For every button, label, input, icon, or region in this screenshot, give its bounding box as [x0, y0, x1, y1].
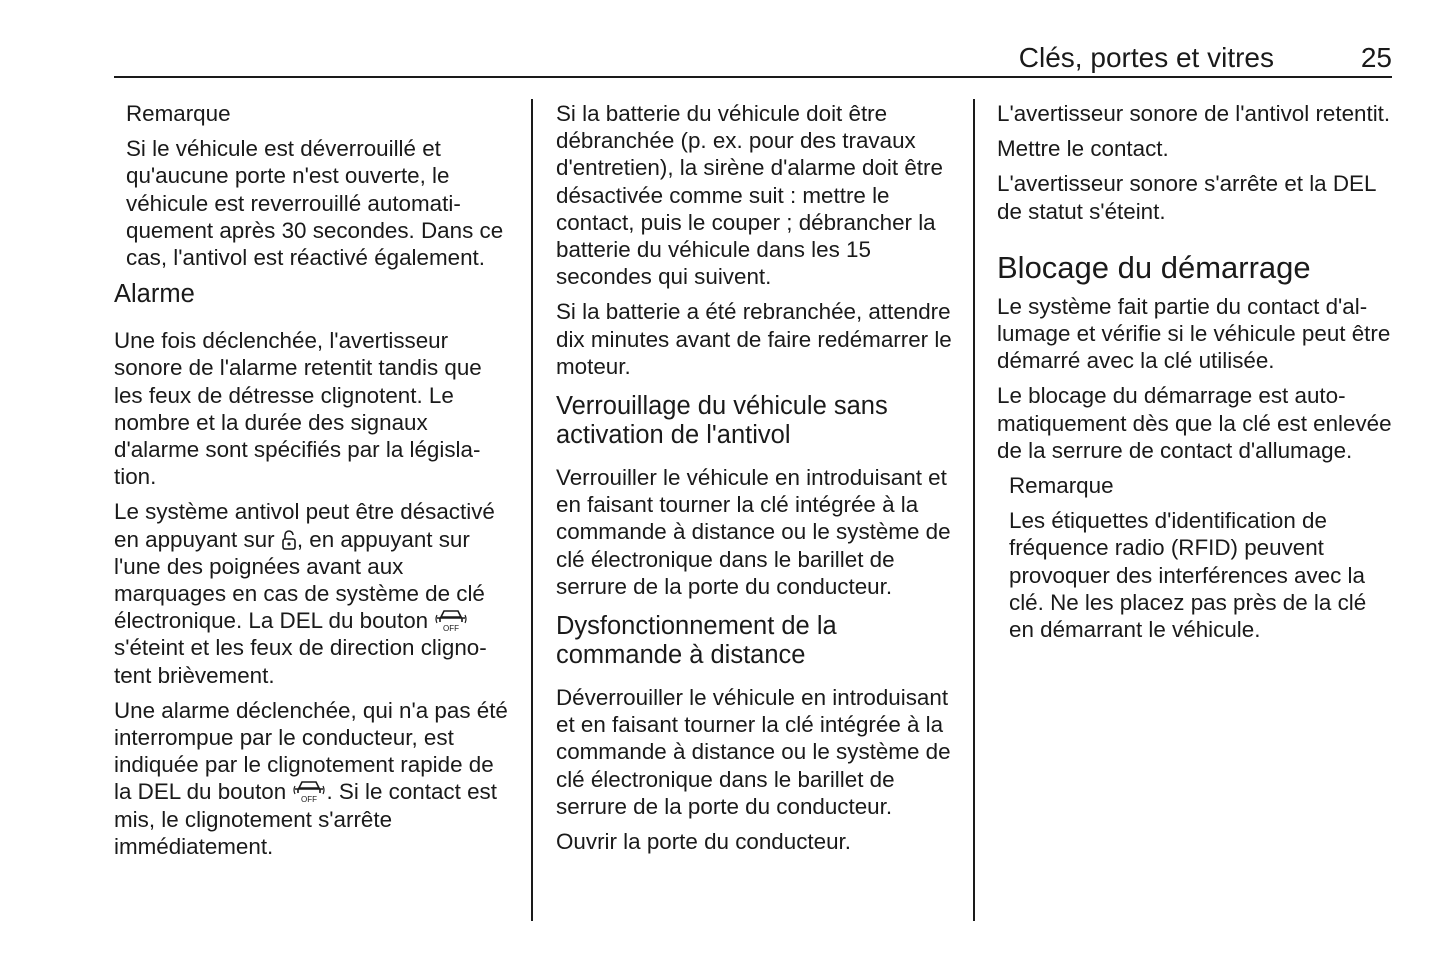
text-segment: . Si le contact est mis, le clignotement s'arrête immédiatement.: [114, 779, 497, 859]
text-segment: Une alarme déclenchée, qui n'a pas été interrompue par le conducteur, est indiquée par le clignotement rapide de la DEL du bouton: [114, 697, 508, 805]
note-label: Remarque: [1009, 473, 1114, 499]
alarm-heading: Alarme: [114, 280, 195, 309]
text-segment: s'éteint et les feux de direction clignotent brièvement.: [114, 635, 487, 688]
alarm-paragraph-2: [114, 498, 514, 688]
open-door-paragraph: Ouvrir la porte du conducteur.: [556, 829, 851, 855]
horn-stops-paragraph: L'avertisseur sonore s'arrête et la DEL de statut s'éteint.: [997, 171, 1376, 224]
column-divider-1: [531, 99, 533, 921]
alarm-off-button-icon: [292, 779, 326, 803]
alarm-paragraph-1: Une fois déclenchée, l'avertisseur sonore de l'alarme retentit tandis que les feux de détresse clignotent. Le nombre et la durée des signaux d'alarme sont spécifiés par la législation.: [114, 328, 482, 490]
unlock-paragraph: Déverrouiller le véhicule en introduisant et en faisant tourner la clé intégrée à la commande à distance ou le système de clé électronique dans le barillet de serrure de la porte du conducteur.: [556, 685, 951, 819]
battery-paragraph: Si la batterie du véhicule doit être débranchée (p. ex. pour des travaux d'entretien), la sirène d'alarme doit être désactivée comme suit : mettre le contact, puis le couper ; débrancher la batterie du véhicule dans les 15 secondes qui suivent.: [556, 101, 943, 290]
svg-text:OFF: OFF: [301, 795, 318, 804]
column-divider-2: [973, 99, 975, 921]
note-box: [997, 472, 1397, 643]
note-text: Si le véhicule est déverrouillé et qu'aucune porte n'est ouverte, le véhicule est reverrouillé automatiquement après 30 secondes. Dans ce cas, l'antivol est réactivé également.: [126, 136, 504, 271]
horn-paragraph: L'avertisseur sonore de l'antivol retentit.: [997, 101, 1391, 126]
page-header: [114, 40, 1392, 76]
svg-text:OFF: OFF: [443, 624, 460, 633]
lock-without-alarm-heading: Verrouillage du véhicule sans activation de l'antivol: [556, 392, 888, 450]
remote-malfunction-heading: Dysfonctionnement de la commande à distance: [556, 612, 837, 670]
section-title: Clés, portes et vitres: [1018, 42, 1274, 73]
reconnect-paragraph: Si la batterie a été rebranchée, attendre dix minutes avant de faire redémarrer le moteur.: [556, 299, 952, 379]
immobiliser-heading: Blocage du démarrage: [997, 249, 1311, 285]
ignition-paragraph: Mettre le contact.: [997, 136, 1169, 162]
text-segment: , en appuyant sur l'une des poignées avant aux marquages en cas de système de clé électronique. La DEL du bouton: [114, 526, 485, 634]
column-1: [114, 100, 514, 868]
header-rule: [114, 76, 1392, 78]
immobiliser-paragraph-2: Le blocage du démarrage est automatiquement dès que la clé est enlevée de la serrure de contact d'allumage.: [997, 383, 1392, 463]
column-2: [556, 100, 956, 863]
note-box: [114, 100, 514, 271]
lock-paragraph: Verrouiller le véhicule en introduisant et en faisant tourner la clé intégrée à la commande à distance ou le système de clé électronique dans le barillet de serrure de la porte du conducteur.: [556, 465, 951, 599]
immobiliser-paragraph-1: Le système fait partie du contact d'allumage et vérifie si le véhicule peut être démarré avec la clé utilisée.: [997, 293, 1391, 374]
column-3: [997, 100, 1397, 651]
note-text: Les étiquettes d'identification de fréquence radio (RFID) peuvent provoquer des interférences avec la clé. Ne les placez pas près de la clé en démarrant le véhicule.: [1009, 508, 1367, 643]
page-number: 25: [1360, 42, 1392, 73]
unlock-icon: [281, 529, 297, 551]
note-label: Remarque: [126, 101, 231, 126]
alarm-paragraph-3: [114, 697, 514, 860]
text-segment: Le système antivol peut être désactivé en appuyant sur: [114, 499, 495, 552]
alarm-off-button-icon: [434, 608, 468, 632]
